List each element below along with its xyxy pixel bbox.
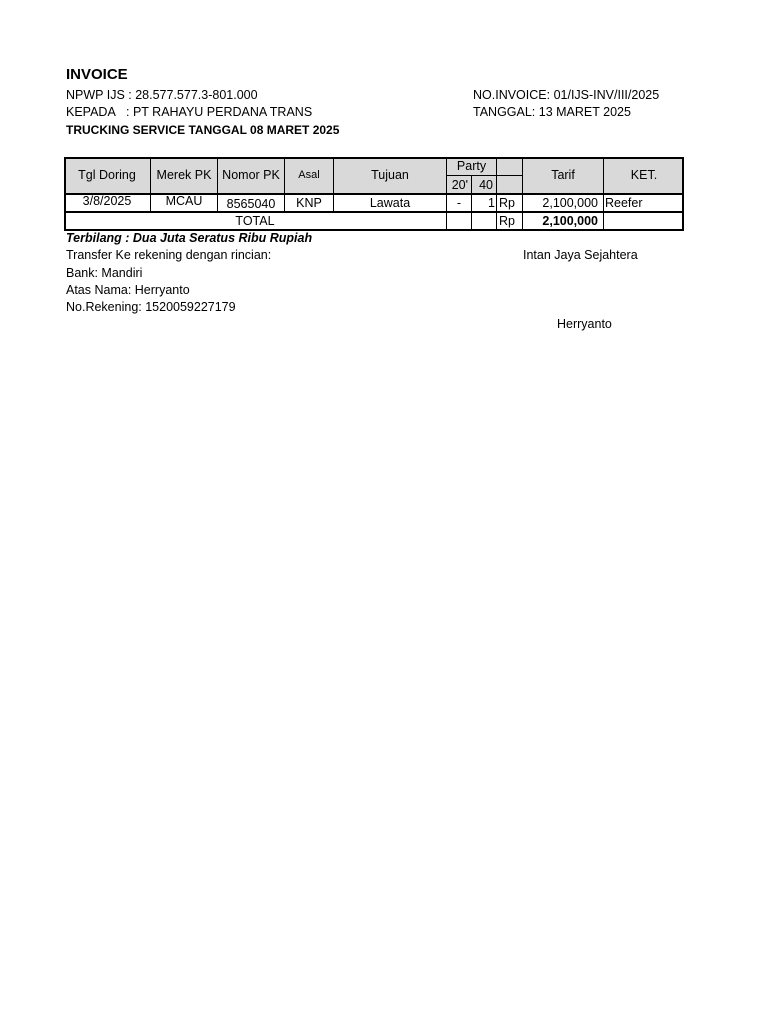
header-currency-bottom: [496, 175, 522, 193]
total-label: TOTAL: [235, 214, 275, 228]
invoice-table: [64, 157, 684, 231]
cell-currency: Rp: [496, 194, 522, 211]
invoice-date: TANGGAL: 13 MARET 2025: [473, 105, 631, 119]
header-ket: KET.: [603, 157, 684, 193]
header-currency-top: [496, 157, 522, 175]
signatory-name: Herryanto: [557, 317, 612, 331]
total-ket: [603, 213, 684, 229]
header-tgl-doring: Tgl Doring: [64, 157, 150, 193]
npwp-line: NPWP IJS : 28.577.577.3-801.000: [66, 88, 258, 102]
total-party-40: [471, 213, 496, 229]
invoice-number: NO.INVOICE: 01/IJS-INV/III/2025: [473, 88, 660, 102]
service-line: TRUCKING SERVICE TANGGAL 08 MARET 2025: [66, 123, 340, 137]
account-holder: Atas Nama: Herryanto: [66, 283, 190, 297]
account-number: No.Rekening: 1520059227179: [66, 300, 236, 314]
amount-in-words: Terbilang : Dua Juta Seratus Ribu Rupiah: [66, 231, 313, 245]
transfer-instruction: Transfer Ke rekening dengan rincian:: [66, 248, 272, 262]
cell-tarif: 2,100,000: [522, 194, 603, 211]
header-party-40: 40: [471, 175, 496, 193]
header-asal: Asal: [284, 157, 333, 193]
header-party: Party: [446, 157, 496, 175]
header-tarif: Tarif: [522, 157, 603, 193]
kepada-label: KEPADA: [66, 105, 116, 119]
invoice-title: INVOICE: [66, 66, 128, 83]
cell-party-20: -: [446, 194, 471, 211]
cell-ket: Reefer: [603, 194, 684, 211]
header-merek-pk: Merek PK: [150, 157, 217, 193]
cell-tgl-doring: 3/8/2025: [82, 194, 132, 208]
kepada-value: : PT RAHAYU PERDANA TRANS: [126, 105, 313, 119]
company-name: Intan Jaya Sejahtera: [523, 248, 638, 262]
cell-tujuan: Lawata: [333, 194, 446, 211]
header-party-20: 20': [446, 175, 471, 193]
bank-name: Bank: Mandiri: [66, 266, 143, 280]
total-currency: Rp: [496, 213, 522, 229]
cell-asal: KNP: [284, 194, 333, 211]
total-party-20: [446, 213, 471, 229]
header-nomor-pk: Nomor PK: [217, 157, 284, 193]
cell-merek-pk: MCAU: [150, 194, 217, 211]
cell-party-40: 1: [471, 194, 496, 211]
cell-nomor-pk: 8565040: [217, 194, 284, 211]
header-tujuan: Tujuan: [333, 157, 446, 193]
total-amount: 2,100,000: [522, 213, 603, 229]
